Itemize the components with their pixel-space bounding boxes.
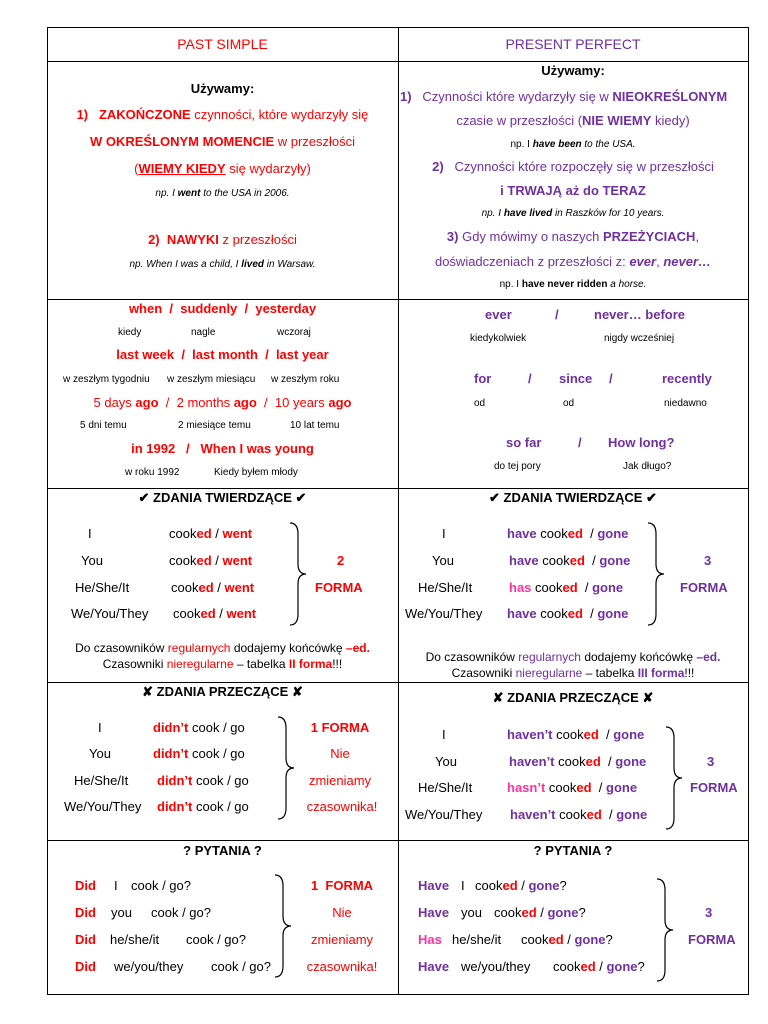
signal-words-row-3: 5 days ago / 2 months ago / 10 years ago [93, 395, 352, 410]
usage-title: Używamy: [541, 63, 605, 78]
side-note: czasownika! [306, 799, 378, 814]
translation: nagle [191, 327, 216, 338]
signal-words-row-4: in 1992 / When I was young [131, 441, 314, 456]
translation: w zeszłym miesiącu [167, 374, 256, 385]
subject: I [461, 878, 465, 893]
brace-icon [655, 878, 675, 982]
usage-example-3: np. I have never ridden a horse. [499, 279, 647, 290]
translation: w roku 1992 [125, 467, 180, 478]
header-past-simple: PAST SIMPLE [177, 36, 268, 52]
subject: You [435, 754, 457, 769]
verb-form: cook / go? [131, 878, 191, 893]
section-title: ? PYTANIA ? [533, 843, 613, 858]
side-note: 1 FORMA [310, 878, 374, 893]
separator: / [609, 371, 613, 386]
subject: He/She/It [418, 780, 473, 795]
subject: I [98, 720, 102, 735]
verb-form: cooked / went [169, 553, 253, 568]
usage-point-2: 2) Czynności które rozpoczęły się w przeszłości [432, 159, 714, 174]
translation: kiedy [118, 327, 142, 338]
usage-example-2: np. When I was a child, I lived in Warsaw. [129, 259, 316, 270]
subject: He/She/It [74, 773, 129, 788]
verb-form: cook / go? [151, 905, 211, 920]
rule-note: Do czasowników regularnych dodajemy końcówkę –ed. [425, 650, 721, 664]
aux-verb: Have [418, 905, 450, 920]
verb-form: haven’t cooked / gone [510, 807, 648, 822]
usage-title: Używamy: [190, 81, 255, 96]
verb-form: cooked / gone? [475, 878, 567, 893]
translation: 5 dni temu [80, 420, 127, 431]
translation: Jak długo? [623, 461, 672, 472]
aux-verb: Have [418, 878, 450, 893]
verb-form: cooked / gone? [494, 905, 586, 920]
side-note: zmieniamy [310, 932, 374, 947]
verb-form: didn’t cook / go [157, 773, 249, 788]
subject: you [461, 905, 482, 920]
section-title: ✔ ZDANIA TWIERDZĄCE ✔ [489, 490, 657, 505]
subject: You [432, 553, 454, 568]
verb-form: cooked / gone? [553, 959, 645, 974]
side-note: Nie [332, 905, 352, 920]
subject: He/She/It [418, 580, 473, 595]
form-label: FORMA [315, 580, 363, 595]
separator: / [578, 435, 582, 450]
verb-form: have cooked / gone [507, 526, 629, 541]
translation: niedawno [664, 398, 707, 409]
section-title: ✘ ZDANIA PRZECZĄCE ✘ [142, 684, 303, 699]
verb-form: have cooked / gone [507, 606, 629, 621]
usage-point-3: 3) Gdy mówimy o naszych PRZEŻYCIACH, [446, 229, 700, 244]
subject: You [81, 553, 103, 568]
subject: He/She/It [75, 580, 130, 595]
usage-example-2: np. I have lived in Raszków for 10 years. [481, 208, 665, 219]
translation: od [563, 398, 575, 409]
form-label: FORMA [688, 932, 736, 947]
subject: I [442, 526, 446, 541]
signal-word: recently [662, 371, 712, 386]
verb-form: didn’t cook / go [157, 799, 249, 814]
translation: do tej pory [494, 461, 541, 472]
form-number: 3 [705, 905, 713, 920]
brace-icon [288, 522, 308, 626]
verb-form: cook / go? [186, 932, 246, 947]
signal-word: so far [506, 435, 542, 450]
side-note: Nie [330, 746, 350, 761]
subject: I [114, 878, 118, 893]
verb-form: haven’t cooked / gone [507, 727, 645, 742]
subject: we/you/they [461, 959, 531, 974]
usage-point-1-line2: W OKREŚLONYM MOMENCIE w przeszłości [89, 134, 356, 149]
section-title: ✔ ZDANIA TWIERDZĄCE ✔ [138, 490, 307, 505]
subject: you [111, 905, 132, 920]
brace-icon [646, 522, 666, 626]
translation: kiedykolwiek [470, 333, 527, 344]
usage-point-1: 1) Czynności które wydarzyły się w NIEOKREŚLONYM [400, 89, 728, 104]
verb-form: have cooked / gone [509, 553, 631, 568]
form-label: FORMA [690, 780, 738, 795]
verb-form: cooked / went [169, 526, 253, 541]
signal-word: for [474, 371, 492, 386]
verb-form: cooked / went [173, 606, 257, 621]
brace-icon [276, 716, 296, 820]
brace-icon [273, 874, 293, 978]
subject: You [89, 746, 111, 761]
signal-words-row-2: last week / last month / last year [116, 347, 329, 362]
aux-verb: Have [418, 959, 450, 974]
subject: I [88, 526, 92, 541]
verb-form: cooked / went [171, 580, 255, 595]
signal-word: How long? [608, 435, 675, 450]
verb-form: cooked / gone? [521, 932, 613, 947]
subject: We/You/They [64, 799, 142, 814]
separator: / [555, 307, 559, 322]
brace-icon [664, 726, 684, 830]
usage-point-1: 1) ZAKOŃCZONE czynności, które wydarzyły się [76, 107, 369, 122]
rule-note: Czasowniki nieregularne – tabelka II forma!!! [102, 657, 343, 671]
subject: We/You/They [405, 606, 483, 621]
form-number: 3 [704, 553, 712, 568]
verb-form: hasn’t cooked / gone [507, 780, 638, 795]
translation: od [474, 398, 486, 409]
aux-verb: Did [75, 959, 96, 974]
subject: he/she/it [452, 932, 502, 947]
translation: 2 miesiące temu [178, 420, 251, 431]
verb-form: didn’t cook / go [153, 720, 245, 735]
usage-example-1: np. I have been to the USA. [510, 139, 636, 150]
subject: he/she/it [110, 932, 160, 947]
aux-verb: Did [75, 932, 96, 947]
subject: We/You/They [71, 606, 149, 621]
verb-form: has cooked / gone [509, 580, 624, 595]
form-number: 3 [707, 754, 715, 769]
signal-word: never… before [594, 307, 686, 322]
header-present-perfect: PRESENT PERFECT [505, 36, 641, 52]
side-note: zmieniamy [308, 773, 372, 788]
aux-verb: Did [75, 905, 96, 920]
subject: we/you/they [114, 959, 184, 974]
verb-form: didn’t cook / go [153, 746, 245, 761]
verb-form: cook / go? [211, 959, 271, 974]
signal-word: ever [485, 307, 512, 322]
signal-word: since [559, 371, 593, 386]
separator: / [528, 371, 532, 386]
usage-point-2-line2: i TRWAJĄ aż do TERAZ [500, 183, 646, 198]
verb-form: haven’t cooked / gone [509, 754, 647, 769]
usage-example-1: np. I went to the USA in 2006. [155, 188, 290, 199]
side-note: 1 FORMA [310, 720, 370, 735]
form-number: 2 [337, 553, 345, 568]
rule-note: Do czasowników regularnych dodajemy końcówkę –ed. [75, 641, 370, 655]
translation: 10 lat temu [290, 420, 340, 431]
grid-line [748, 27, 749, 995]
translation: nigdy wcześniej [604, 333, 675, 344]
translation: w zeszłym roku [271, 374, 340, 385]
usage-point-1-line3: (WIEMY KIEDY się wydarzyły) [134, 161, 311, 176]
aux-verb: Has [418, 932, 442, 947]
usage-point-3-line2: doświadczeniach z przeszłości z: ever, never… [434, 254, 712, 269]
translation: wczoraj [277, 327, 311, 338]
form-label: FORMA [680, 580, 728, 595]
section-title: ✘ ZDANIA PRZECZĄCE ✘ [492, 690, 654, 705]
aux-verb: Did [75, 878, 96, 893]
section-title: ? PYTANIA ? [183, 843, 262, 858]
side-note: czasownika! [306, 959, 378, 974]
signal-words-row-1: when / suddenly / yesterday [128, 301, 317, 316]
usage-point-2: 2) NAWYKI z przeszłości [148, 232, 297, 247]
subject: We/You/They [405, 807, 483, 822]
translation: w zeszłym tygodniu [63, 374, 150, 385]
usage-point-1-line2: czasie w przeszłości (NIE WIEMY kiedy) [456, 113, 690, 128]
subject: I [442, 727, 446, 742]
translation: Kiedy byłem młody [214, 467, 298, 478]
rule-note: Czasowniki nieregularne – tabelka III forma!!! [451, 666, 695, 680]
